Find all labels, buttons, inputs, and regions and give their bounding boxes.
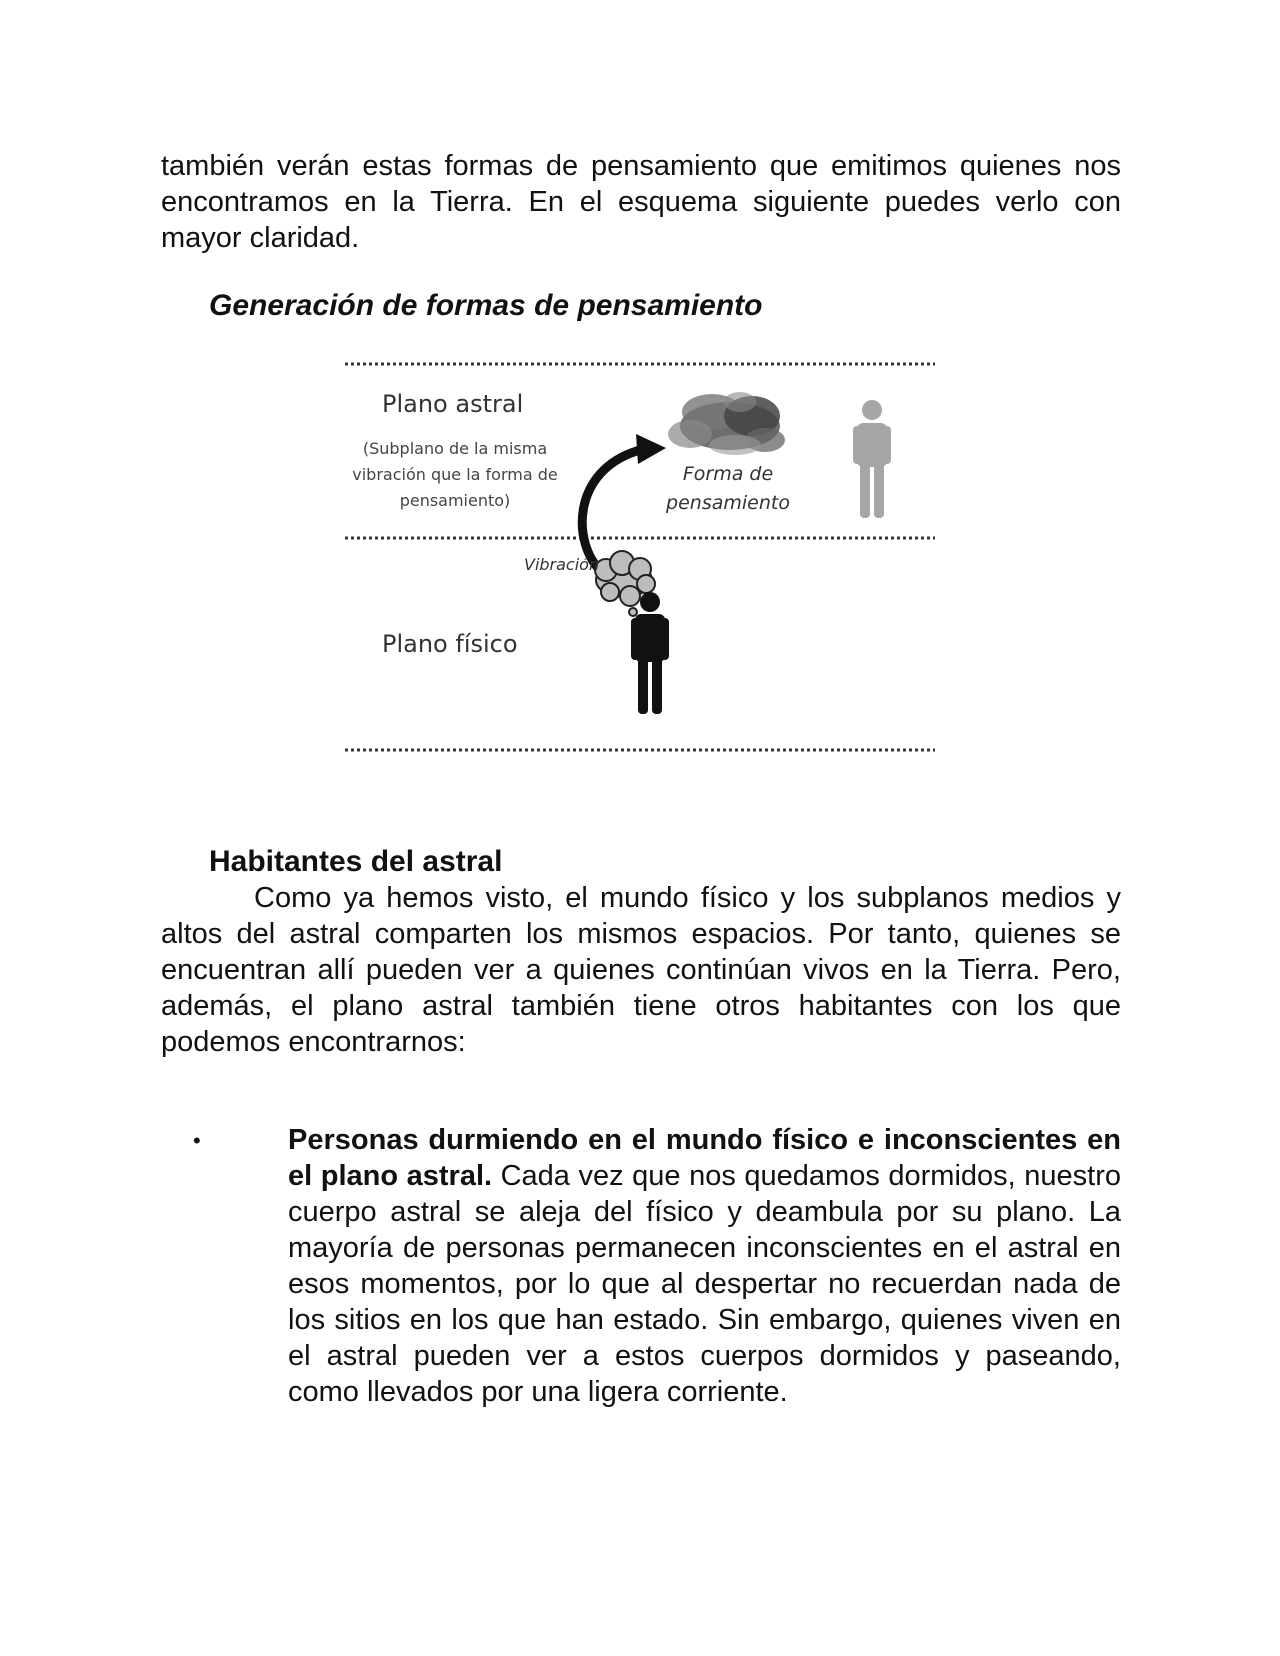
- astral-plane-label: Plano astral: [382, 390, 524, 418]
- section-heading: Habitantes del astral: [209, 845, 503, 878]
- bullet-marker: •: [193, 1128, 201, 1153]
- section-paragraph: Como ya hemos visto, el mundo físico y los subplanos medios y altos del astral comparten los mismos espacios. Por tanto, quienes se encuentran allí pueden ver a quienes continúan vivos en la Tierra. Pero, además, el plano astral también tiene otros habitantes con los que podemos encontrarnos:: [161, 882, 1121, 1058]
- diagram-heading: Generación de formas de pensamiento: [209, 289, 763, 322]
- astral-person-icon: [853, 400, 891, 518]
- physical-plane-label: Plano físico: [382, 630, 518, 658]
- bullet-bold-lead: Personas durmiendo en el mundo físico e inconscientes en el plano astral.: [288, 1124, 1121, 1192]
- thought-form-cloud-icon: [668, 392, 785, 455]
- subplane-label: (Subplano de la misma vibración que la forma de pensamiento): [352, 439, 558, 510]
- thought-form-label: Forma de pensamiento: [666, 463, 790, 514]
- intro-paragraph: también verán estas formas de pensamiento que emitimos quienes nos encontramos en la Tierra. En el esquema siguiente puedes verlo con mayor claridad.: [161, 150, 1121, 254]
- thought-form-diagram: [340, 350, 940, 770]
- bullet-text: [288, 1122, 1121, 1410]
- bullet-body: Cada vez que nos quedamos dormidos, nuestro cuerpo astral se aleja del físico y deambula por su plano. La mayoría de personas permanecen inconscientes en el astral en esos momentos, por lo que al despertar no recuerdan nada de los sitios en los que han estado. Sin embargo, quienes viven en el astral pueden ver a estos cuerpos dormidos y paseando, como llevados por una ligera corriente.: [288, 1160, 1121, 1408]
- curved-arrow: [582, 450, 640, 572]
- vibration-label: Vibración: [524, 555, 600, 574]
